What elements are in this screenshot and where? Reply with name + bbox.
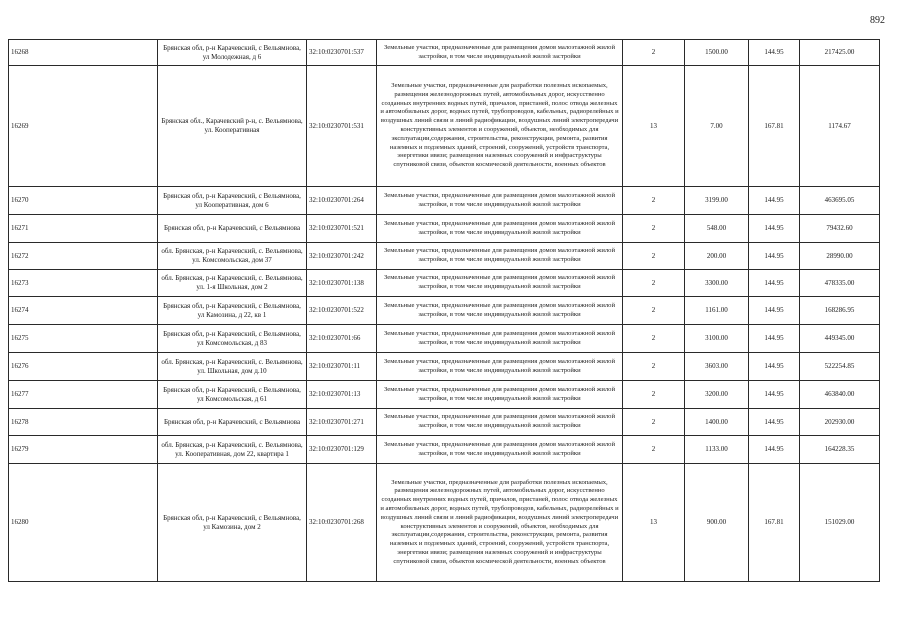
cell-rate: 144.95	[749, 409, 800, 436]
cell-address: Брянская обл, р-н Карачевский, с Вельямнова, ул Молодежная, д 6	[158, 40, 307, 66]
table-row	[9, 436, 880, 464]
cell-id: 16279	[9, 436, 158, 464]
cell-area: 900.00	[685, 464, 749, 582]
cell-cadastral-value: 463695.05	[800, 187, 880, 215]
cell-address: обл. Брянская, р-н Карачевский, с. Вельямнова, ул. Комсомольская, дом 37	[158, 243, 307, 270]
cell-area: 3199.00	[685, 187, 749, 215]
cell-rate: 144.95	[749, 215, 800, 243]
cell-area: 3603.00	[685, 353, 749, 381]
cell-cadastral-number: 32:10:0230701:521	[307, 215, 377, 243]
cell-group: 2	[623, 187, 685, 215]
table-row	[9, 187, 880, 215]
cell-cadastral-number: 32:10:0230701:271	[307, 409, 377, 436]
cell-area: 200.00	[685, 243, 749, 270]
cell-area: 3300.00	[685, 270, 749, 297]
cell-cadastral-number: 32:10:0230701:138	[307, 270, 377, 297]
table-row	[9, 353, 880, 381]
cell-area: 3100.00	[685, 325, 749, 353]
cell-rate: 144.95	[749, 325, 800, 353]
cell-cadastral-value: 164228.35	[800, 436, 880, 464]
cell-address: Брянская обл, р-н Карачевский, с Вельямнова, ул Кооперативная, дом 6	[158, 187, 307, 215]
cell-group: 2	[623, 40, 685, 66]
cell-rate: 144.95	[749, 187, 800, 215]
page-number: 892	[870, 15, 885, 26]
cell-group: 2	[623, 325, 685, 353]
table-row	[9, 243, 880, 270]
table-row	[9, 325, 880, 353]
cell-land-use: Земельные участки, предназначенные для размещения домов малоэтажной жилой застройки, в том числе индивидуальной жилой застройки	[377, 270, 623, 297]
cell-cadastral-value: 28990.00	[800, 243, 880, 270]
cell-area: 1133.00	[685, 436, 749, 464]
cell-cadastral-number: 32:10:0230701:13	[307, 381, 377, 409]
cell-cadastral-number: 32:10:0230701:268	[307, 464, 377, 582]
cell-land-use: Земельные участки, предназначенные для размещения домов малоэтажной жилой застройки, в том числе индивидуальной жилой застройки	[377, 353, 623, 381]
cell-land-use: Земельные участки, предназначенные для размещения домов малоэтажной жилой застройки, в том числе индивидуальной жилой застройки	[377, 40, 623, 66]
cell-rate: 144.95	[749, 381, 800, 409]
cell-cadastral-value: 1174.67	[800, 66, 880, 187]
cell-id: 16278	[9, 409, 158, 436]
cell-cadastral-number: 32:10:0230701:66	[307, 325, 377, 353]
cell-id: 16274	[9, 297, 158, 325]
cell-cadastral-value: 168286.95	[800, 297, 880, 325]
cell-land-use: Земельные участки, предназначенные для размещения домов малоэтажной жилой застройки, в том числе индивидуальной жилой застройки	[377, 325, 623, 353]
table-row	[9, 409, 880, 436]
cell-address: Брянская обл, р-н Карачевский, с Вельямнова, ул Камозина, дом 2	[158, 464, 307, 582]
cell-rate: 144.95	[749, 436, 800, 464]
cell-group: 2	[623, 297, 685, 325]
table-row	[9, 464, 880, 582]
cell-cadastral-value: 79432.60	[800, 215, 880, 243]
cell-rate: 144.95	[749, 40, 800, 66]
cell-cadastral-number: 32:10:0230701:522	[307, 297, 377, 325]
table-row	[9, 40, 880, 66]
cell-group: 2	[623, 353, 685, 381]
cell-id: 16273	[9, 270, 158, 297]
cell-land-use: Земельные участки, предназначенные для размещения домов малоэтажной жилой застройки, в том числе индивидуальной жилой застройки	[377, 297, 623, 325]
cell-land-use: Земельные участки, предназначенные для разработки полезных ископаемых, размещения железнодорожных путей, автомобильных дорог, искусственно созданных внутренних водных путей, причалов, пристаней, полос отвода железных и автомобильных дорог, водных путей, трубопроводов, кабельных, радиорелейных и воздушных линий связи и линий радиофикации, воздушных линий электропередачи конструктивных элементов и сооружений, объектов, необходимых для эксплуатации,содержания, строительства, реконструкции, ремонта, развития наземных и подземных зданий, строений, сооружений, устройств транспорта, энергетики ивязи; размещения наземных сооружений и инфраструктуры спутниковой связи, объектов космической деятельности, военных объектов	[377, 464, 623, 582]
cell-address: Брянская обл, р-н Карачевский, с Вельямнова	[158, 215, 307, 243]
cell-id: 16271	[9, 215, 158, 243]
cell-area: 1161.00	[685, 297, 749, 325]
cell-cadastral-number: 32:10:0230701:264	[307, 187, 377, 215]
cell-land-use: Земельные участки, предназначенные для размещения домов малоэтажной жилой застройки, в том числе индивидуальной жилой застройки	[377, 243, 623, 270]
cell-id: 16280	[9, 464, 158, 582]
cell-address: Брянская обл, р-н Карачевский, с Вельямнова, ул Комсомольская, д 61	[158, 381, 307, 409]
cell-group: 2	[623, 436, 685, 464]
cell-area: 1500.00	[685, 40, 749, 66]
cell-cadastral-value: 217425.00	[800, 40, 880, 66]
cell-area: 3200.00	[685, 381, 749, 409]
cell-land-use: Земельные участки, предназначенные для размещения домов малоэтажной жилой застройки, в том числе индивидуальной жилой застройки	[377, 409, 623, 436]
cell-cadastral-value: 463840.00	[800, 381, 880, 409]
cell-rate: 167.81	[749, 464, 800, 582]
cell-address: обл. Брянская, р-н Карачевский, с. Вельямнова, ул. 1-я Школьная, дом 2	[158, 270, 307, 297]
table-row	[9, 297, 880, 325]
cadastral-value-table	[8, 39, 880, 582]
cell-address: Брянская обл, р-н Карачевский, с Вельямнова, ул Камозина, д 22, кв 1	[158, 297, 307, 325]
cell-group: 13	[623, 464, 685, 582]
cell-group: 2	[623, 270, 685, 297]
cell-id: 16276	[9, 353, 158, 381]
cell-cadastral-number: 32:10:0230701:537	[307, 40, 377, 66]
cell-group: 2	[623, 381, 685, 409]
cell-cadastral-number: 32:10:0230701:531	[307, 66, 377, 187]
cell-rate: 144.95	[749, 297, 800, 325]
cell-rate: 144.95	[749, 270, 800, 297]
cell-id: 16270	[9, 187, 158, 215]
cell-group: 2	[623, 409, 685, 436]
cell-group: 13	[623, 66, 685, 187]
cell-id: 16277	[9, 381, 158, 409]
cell-id: 16275	[9, 325, 158, 353]
cell-address: обл. Брянская, р-н Карачевский, с. Вельямнова, ул. Кооперативная, дом 22, квартира 1	[158, 436, 307, 464]
cell-address: обл. Брянская, р-н Карачевский, с. Вельямнова, ул. Школьная, дом д.10	[158, 353, 307, 381]
cell-cadastral-number: 32:10:0230701:11	[307, 353, 377, 381]
cell-id: 16268	[9, 40, 158, 66]
cell-id: 16272	[9, 243, 158, 270]
cell-address: Брянская обл, р-н Карачевский, с Вельямнова, ул Комсомольская, д 83	[158, 325, 307, 353]
cell-address: Брянская обл., Карачевский р-н, с. Вельямнова, ул. Кооперативная	[158, 66, 307, 187]
table-row	[9, 381, 880, 409]
table-body	[9, 40, 880, 582]
cell-area: 7.00	[685, 66, 749, 187]
cell-group: 2	[623, 215, 685, 243]
cell-rate: 167.81	[749, 66, 800, 187]
cell-rate: 144.95	[749, 353, 800, 381]
cell-land-use: Земельные участки, предназначенные для разработки полезных ископаемых, размещения железнодорожных путей, автомобильных дорог, искусственно созданных внутренних водных путей, причалов, пристаней, полос отвода железных и автомобильных дорог, водных путей, трубопроводов, кабельных, радиорелейных и воздушных линий связи и линий радиофикации, воздушных линий электропередачи конструктивных элементов и сооружений, объектов, необходимых для эксплуатации,содержания, строительства, реконструкции, ремонта, развития наземных и подземных зданий, строений, сооружений, устройств транспорта, энергетики ивязи; размещения наземных сооружений и инфраструктуры спутниковой связи, объектов космической деятельности, военных объектов	[377, 66, 623, 187]
cell-rate: 144.95	[749, 243, 800, 270]
cell-address: Брянская обл, р-н Карачевский, с Вельямнова	[158, 409, 307, 436]
cell-cadastral-number: 32:10:0230701:129	[307, 436, 377, 464]
cell-id: 16269	[9, 66, 158, 187]
cell-group: 2	[623, 243, 685, 270]
cell-cadastral-value: 202930.00	[800, 409, 880, 436]
cell-land-use: Земельные участки, предназначенные для размещения домов малоэтажной жилой застройки, в том числе индивидуальной жилой застройки	[377, 436, 623, 464]
cell-land-use: Земельные участки, предназначенные для размещения домов малоэтажной жилой застройки, в том числе индивидуальной жилой застройки	[377, 381, 623, 409]
cell-cadastral-value: 151029.00	[800, 464, 880, 582]
cell-land-use: Земельные участки, предназначенные для размещения домов малоэтажной жилой застройки, в том числе индивидуальной жилой застройки	[377, 187, 623, 215]
table-row	[9, 215, 880, 243]
cell-cadastral-value: 478335.00	[800, 270, 880, 297]
table-row	[9, 270, 880, 297]
table-row	[9, 66, 880, 187]
cell-cadastral-value: 522254.85	[800, 353, 880, 381]
cell-land-use: Земельные участки, предназначенные для размещения домов малоэтажной жилой застройки, в том числе индивидуальной жилой застройки	[377, 215, 623, 243]
cell-cadastral-number: 32:10:0230701:242	[307, 243, 377, 270]
cell-area: 548.00	[685, 215, 749, 243]
cell-cadastral-value: 449345.00	[800, 325, 880, 353]
cell-area: 1400.00	[685, 409, 749, 436]
